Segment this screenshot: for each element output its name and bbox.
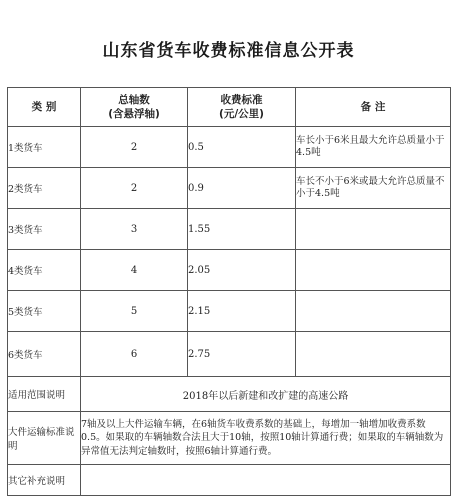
table-row: [8, 209, 451, 250]
header-remarks: 备 注: [296, 88, 451, 127]
row-rate: 1.55: [188, 209, 296, 250]
row-axles: 6: [81, 332, 188, 377]
table-row: [8, 127, 451, 168]
header-rate-line1: 收费标准: [220, 94, 263, 106]
table-row: [8, 291, 451, 332]
table-row: [8, 332, 451, 377]
row-category: 1类货车: [8, 127, 81, 168]
row-rate: 2.75: [188, 332, 296, 377]
row-axles: 2: [81, 168, 188, 209]
row-remark: [296, 332, 451, 377]
row-rate: 0.9: [188, 168, 296, 209]
row-axles: 5: [81, 291, 188, 332]
row-rate: 2.15: [188, 291, 296, 332]
row-rate: 2.05: [188, 250, 296, 291]
row-remark: [296, 291, 451, 332]
table-row: [8, 250, 451, 291]
fee-table: [7, 87, 451, 496]
row-category: 5类货车: [8, 291, 81, 332]
header-rate: [188, 88, 296, 127]
row-category: 4类货车: [8, 250, 81, 291]
row-axles: 4: [81, 250, 188, 291]
scope-row: [8, 377, 451, 412]
table-row: [8, 168, 451, 209]
page-title: 山东省货车收费标准信息公开表: [102, 41, 355, 61]
header-axles-line2: (含悬浮轴): [108, 108, 160, 120]
row-category: 6类货车: [8, 332, 81, 377]
oversize-label: 大件运输标准说明: [8, 412, 81, 465]
scope-text: 2018年以后新建和改扩建的高速公路: [81, 377, 451, 412]
row-category: 3类货车: [8, 209, 81, 250]
header-axles: [81, 88, 188, 127]
oversize-row: [8, 412, 451, 465]
other-label: 其它补充说明: [8, 465, 81, 496]
header-rate-line2: (元/公里): [219, 108, 264, 120]
row-category: 2类货车: [8, 168, 81, 209]
row-axles: 2: [81, 127, 188, 168]
oversize-text: 7轴及以上大件运输车辆，在6轴货车收费系数的基础上，每增加一轴增加收费系数0.5。如果取的车辆轴数合法且大于10轴，按照10轴计算通行费；如果取的车辆轴数为异常值无法判定轴数时，按照6轴计算通行费。: [81, 412, 451, 465]
header-category: 类 别: [8, 88, 81, 127]
row-axles: 3: [81, 209, 188, 250]
other-row: [8, 465, 451, 496]
row-remark: [296, 209, 451, 250]
row-remark: 车长小于6米且最大允许总质量小于4.5吨: [296, 127, 451, 168]
row-remark: 车长不小于6米或最大允许总质量不小于4.5吨: [296, 168, 451, 209]
row-remark: [296, 250, 451, 291]
header-axles-line1: 总轴数: [118, 94, 150, 106]
header-row: [8, 88, 451, 127]
row-rate: 0.5: [188, 127, 296, 168]
scope-label: 适用范围说明: [8, 377, 81, 412]
other-text: [81, 465, 451, 496]
